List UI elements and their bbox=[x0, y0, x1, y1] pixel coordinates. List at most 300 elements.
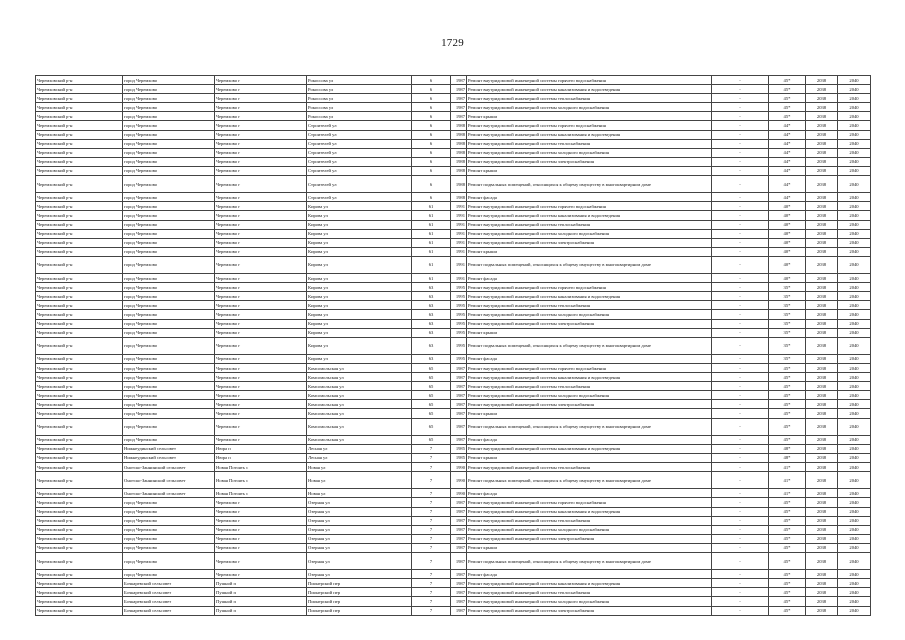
cell-street: Кирова ул bbox=[307, 292, 412, 301]
cell-year: 1990 bbox=[451, 472, 467, 489]
cell-end: 2040 bbox=[838, 274, 871, 283]
cell-house: 65 bbox=[412, 373, 451, 382]
cell-term: 45* bbox=[769, 597, 806, 606]
cell-house: 63 bbox=[412, 354, 451, 363]
cell-work: Ремонт внутридомовой инженерной системы канализования и водоотведения bbox=[467, 507, 712, 516]
table-row bbox=[36, 507, 871, 516]
cell-blank: - bbox=[712, 444, 769, 453]
cell-district: Черемховский р-н bbox=[36, 453, 123, 462]
cell-locality: Черемхово г bbox=[215, 418, 307, 435]
cell-blank: - bbox=[712, 148, 769, 157]
cell-end: 2040 bbox=[838, 525, 871, 534]
cell-blank: - bbox=[712, 382, 769, 391]
cell-end: 2040 bbox=[838, 112, 871, 121]
cell-locality: Черемхово г bbox=[215, 256, 307, 273]
table-row bbox=[36, 121, 871, 130]
cell-house: 63 bbox=[412, 310, 451, 319]
cell-street: Кирова ул bbox=[307, 337, 412, 354]
cell-settlement: город Черемхово bbox=[123, 176, 215, 193]
cell-house: 6 bbox=[412, 85, 451, 94]
cell-settlement: город Черемхово bbox=[123, 256, 215, 273]
cell-house: 6 bbox=[412, 166, 451, 175]
cell-work: Ремонт внутридомовой инженерной системы холодного водоснабжения bbox=[467, 310, 712, 319]
cell-locality: Черемхово г bbox=[215, 337, 307, 354]
cell-locality: Черемхово г bbox=[215, 211, 307, 220]
cell-blank: - bbox=[712, 507, 769, 516]
cell-blank: - bbox=[712, 283, 769, 292]
cell-end: 2040 bbox=[838, 498, 871, 507]
table-row bbox=[36, 283, 871, 292]
cell-year: 1987 bbox=[451, 418, 467, 435]
table-row bbox=[36, 391, 871, 400]
cell-end: 2040 bbox=[838, 103, 871, 112]
cell-settlement: город Черемхово bbox=[123, 319, 215, 328]
cell-blank: - bbox=[712, 166, 769, 175]
cell-term: 35* bbox=[769, 301, 806, 310]
cell-settlement: Бочкаревский сельсовет bbox=[123, 579, 215, 588]
cell-blank: - bbox=[712, 525, 769, 534]
cell-end: 2040 bbox=[838, 328, 871, 337]
cell-start: 2038 bbox=[806, 588, 838, 597]
cell-settlement: город Черемхово bbox=[123, 85, 215, 94]
cell-locality: Черемхово г bbox=[215, 292, 307, 301]
cell-street: Строителей ул bbox=[307, 148, 412, 157]
cell-work: Ремонт внутридомовой инженерной системы горячего водоснабжения bbox=[467, 364, 712, 373]
cell-settlement: город Черемхово bbox=[123, 139, 215, 148]
cell-year: 1991 bbox=[451, 247, 467, 256]
cell-street: Комсомольская ул bbox=[307, 418, 412, 435]
cell-end: 2040 bbox=[838, 534, 871, 543]
cell-work: Ремонт подвальных помещений, относящихся к общему имуществу в многоквартирном доме bbox=[467, 472, 712, 489]
cell-house: 65 bbox=[412, 409, 451, 418]
cell-locality: Черемхово г bbox=[215, 139, 307, 148]
cell-house: 7 bbox=[412, 570, 451, 579]
cell-house: 61 bbox=[412, 211, 451, 220]
cell-blank: - bbox=[712, 354, 769, 363]
cell-house: 63 bbox=[412, 328, 451, 337]
cell-blank: - bbox=[712, 103, 769, 112]
cell-district: Черемховский р-н bbox=[36, 354, 123, 363]
cell-year: 1991 bbox=[451, 220, 467, 229]
cell-blank: - bbox=[712, 534, 769, 543]
table-row bbox=[36, 382, 871, 391]
cell-settlement: город Черемхово bbox=[123, 570, 215, 579]
cell-end: 2040 bbox=[838, 220, 871, 229]
cell-work: Ремонт крыши bbox=[467, 328, 712, 337]
cell-start: 2038 bbox=[806, 409, 838, 418]
cell-street: Комсомольская ул bbox=[307, 373, 412, 382]
cell-house: 7 bbox=[412, 525, 451, 534]
cell-work: Ремонт внутридомовой инженерной системы канализования и водоотведения bbox=[467, 85, 712, 94]
cell-year: 1987 bbox=[451, 588, 467, 597]
cell-settlement: город Черемхово bbox=[123, 525, 215, 534]
cell-locality: Черемхово г bbox=[215, 130, 307, 139]
table-row bbox=[36, 472, 871, 489]
cell-settlement: город Черемхово bbox=[123, 193, 215, 202]
cell-street: Новая ул bbox=[307, 472, 412, 489]
cell-blank: - bbox=[712, 498, 769, 507]
cell-locality: Новая Потоять с bbox=[215, 489, 307, 498]
cell-house: 6 bbox=[412, 94, 451, 103]
cell-district: Черемховский р-н bbox=[36, 337, 123, 354]
cell-locality: Черемхово г bbox=[215, 319, 307, 328]
cell-locality: Черемхово г bbox=[215, 525, 307, 534]
cell-start: 2038 bbox=[806, 400, 838, 409]
cell-end: 2040 bbox=[838, 301, 871, 310]
cell-settlement: город Черемхово bbox=[123, 409, 215, 418]
cell-work: Ремонт внутридомовой инженерной системы холодного водоснабжения bbox=[467, 148, 712, 157]
cell-term: 44* bbox=[769, 157, 806, 166]
cell-settlement: город Черемхово bbox=[123, 337, 215, 354]
table-row bbox=[36, 418, 871, 435]
table-row bbox=[36, 534, 871, 543]
cell-house: 65 bbox=[412, 435, 451, 444]
cell-term: 45* bbox=[769, 588, 806, 597]
cell-house: 61 bbox=[412, 274, 451, 283]
cell-district: Черемховский р-н bbox=[36, 130, 123, 139]
cell-start: 2038 bbox=[806, 130, 838, 139]
cell-district: Черемховский р-н bbox=[36, 400, 123, 409]
cell-work: Ремонт внутридомовой инженерной системы теплоснабжения bbox=[467, 463, 712, 472]
cell-street: Озерная ул bbox=[307, 543, 412, 552]
cell-term: 45* bbox=[769, 112, 806, 121]
cell-start: 2038 bbox=[806, 444, 838, 453]
cell-work: Ремонт внутридомовой инженерной системы горячего водоснабжения bbox=[467, 283, 712, 292]
cell-street: Кирова ул bbox=[307, 256, 412, 273]
cell-start: 2038 bbox=[806, 472, 838, 489]
cell-term: 35* bbox=[769, 354, 806, 363]
cell-year: 1995 bbox=[451, 310, 467, 319]
cell-street: Озерная ул bbox=[307, 570, 412, 579]
cell-settlement: город Черемхово bbox=[123, 157, 215, 166]
cell-year: 1987 bbox=[451, 525, 467, 534]
cell-street: Комсомольская ул bbox=[307, 435, 412, 444]
cell-work: Ремонт фасада bbox=[467, 354, 712, 363]
cell-end: 2040 bbox=[838, 166, 871, 175]
cell-end: 2040 bbox=[838, 391, 871, 400]
cell-street: Кирова ул bbox=[307, 310, 412, 319]
cell-term: 40* bbox=[769, 247, 806, 256]
cell-end: 2040 bbox=[838, 176, 871, 193]
cell-blank: - bbox=[712, 85, 769, 94]
cell-work: Ремонт внутридомовой инженерной системы канализования и водоотведения bbox=[467, 579, 712, 588]
cell-locality: Нюра п bbox=[215, 453, 307, 462]
cell-work: Ремонт фасада bbox=[467, 489, 712, 498]
cell-district: Черемховский р-н bbox=[36, 310, 123, 319]
cell-term: 45* bbox=[769, 382, 806, 391]
table-row bbox=[36, 166, 871, 175]
cell-blank: - bbox=[712, 597, 769, 606]
cell-end: 2040 bbox=[838, 597, 871, 606]
cell-house: 61 bbox=[412, 256, 451, 273]
cell-district: Черемховский р-н bbox=[36, 301, 123, 310]
cell-term: 45* bbox=[769, 516, 806, 525]
cell-year: 1987 bbox=[451, 76, 467, 85]
table-row bbox=[36, 606, 871, 615]
cell-year: 1988 bbox=[451, 148, 467, 157]
cell-work: Ремонт подвальных помещений, относящихся к общему имуществу в многоквартирном доме bbox=[467, 256, 712, 273]
cell-end: 2040 bbox=[838, 588, 871, 597]
cell-start: 2038 bbox=[806, 328, 838, 337]
cell-locality: Черемхово г bbox=[215, 176, 307, 193]
cell-work: Ремонт крыши bbox=[467, 112, 712, 121]
cell-blank: - bbox=[712, 112, 769, 121]
cell-district: Черемховский р-н bbox=[36, 256, 123, 273]
cell-end: 2040 bbox=[838, 148, 871, 157]
cell-year: 1987 bbox=[451, 570, 467, 579]
cell-term: 40* bbox=[769, 256, 806, 273]
cell-district: Черемховский р-н bbox=[36, 472, 123, 489]
cell-year: 1987 bbox=[451, 543, 467, 552]
cell-district: Черемховский р-н bbox=[36, 588, 123, 597]
cell-start: 2038 bbox=[806, 354, 838, 363]
cell-locality: Черемхово г bbox=[215, 121, 307, 130]
cell-work: Ремонт крыши bbox=[467, 166, 712, 175]
cell-end: 2040 bbox=[838, 238, 871, 247]
cell-term: 41* bbox=[769, 489, 806, 498]
cell-work: Ремонт внутридомовой инженерной системы холодного водоснабжения bbox=[467, 525, 712, 534]
cell-end: 2040 bbox=[838, 85, 871, 94]
cell-street: Кирова ул bbox=[307, 354, 412, 363]
cell-work: Ремонт крыши bbox=[467, 453, 712, 462]
cell-house: 63 bbox=[412, 292, 451, 301]
cell-house: 6 bbox=[412, 103, 451, 112]
cell-settlement: город Черемхово bbox=[123, 94, 215, 103]
cell-district: Черемховский р-н bbox=[36, 85, 123, 94]
cell-start: 2038 bbox=[806, 76, 838, 85]
cell-locality: Черемхово г bbox=[215, 247, 307, 256]
cell-blank: - bbox=[712, 274, 769, 283]
cell-end: 2040 bbox=[838, 157, 871, 166]
cell-start: 2038 bbox=[806, 606, 838, 615]
cell-start: 2038 bbox=[806, 525, 838, 534]
table-row bbox=[36, 211, 871, 220]
cell-start: 2038 bbox=[806, 570, 838, 579]
cell-year: 1991 bbox=[451, 256, 467, 273]
cell-house: 63 bbox=[412, 283, 451, 292]
cell-start: 2038 bbox=[806, 319, 838, 328]
cell-start: 2038 bbox=[806, 238, 838, 247]
cell-blank: - bbox=[712, 489, 769, 498]
cell-district: Черемховский р-н bbox=[36, 409, 123, 418]
cell-house: 6 bbox=[412, 148, 451, 157]
cell-street: Строителей ул bbox=[307, 121, 412, 130]
cell-locality: Черемхово г bbox=[215, 570, 307, 579]
cell-term: 40* bbox=[769, 229, 806, 238]
cell-locality: Черемхово г bbox=[215, 283, 307, 292]
cell-district: Черемховский р-н bbox=[36, 498, 123, 507]
cell-street: Кирова ул bbox=[307, 283, 412, 292]
cell-start: 2038 bbox=[806, 373, 838, 382]
table-row bbox=[36, 400, 871, 409]
cell-year: 1988 bbox=[451, 121, 467, 130]
table-row bbox=[36, 139, 871, 148]
cell-term: 44* bbox=[769, 193, 806, 202]
cell-street: Пионерский пер bbox=[307, 606, 412, 615]
cell-start: 2038 bbox=[806, 301, 838, 310]
cell-start: 2038 bbox=[806, 507, 838, 516]
cell-settlement: город Черемхово bbox=[123, 121, 215, 130]
cell-locality: Черемхово г bbox=[215, 202, 307, 211]
table-row bbox=[36, 373, 871, 382]
cell-locality: Черемхово г bbox=[215, 76, 307, 85]
cell-end: 2040 bbox=[838, 552, 871, 569]
cell-district: Черемховский р-н bbox=[36, 543, 123, 552]
cell-district: Черемховский р-н bbox=[36, 94, 123, 103]
cell-settlement: Нижнеудинский сельсовет bbox=[123, 444, 215, 453]
cell-settlement: Бочкаревский сельсовет bbox=[123, 597, 215, 606]
table-row bbox=[36, 489, 871, 498]
cell-house: 61 bbox=[412, 229, 451, 238]
cell-settlement: город Черемхово bbox=[123, 435, 215, 444]
cell-house: 61 bbox=[412, 202, 451, 211]
cell-year: 1987 bbox=[451, 579, 467, 588]
cell-settlement: Онотско-Заннинский сельсовет bbox=[123, 463, 215, 472]
cell-locality: Пушной п bbox=[215, 579, 307, 588]
cell-district: Черемховский р-н bbox=[36, 202, 123, 211]
cell-blank: - bbox=[712, 400, 769, 409]
cell-year: 1987 bbox=[451, 382, 467, 391]
cell-end: 2040 bbox=[838, 489, 871, 498]
cell-house: 61 bbox=[412, 238, 451, 247]
cell-settlement: Бочкаревский сельсовет bbox=[123, 588, 215, 597]
table-row bbox=[36, 319, 871, 328]
cell-settlement: Онотско-Заннинский сельсовет bbox=[123, 472, 215, 489]
table-row bbox=[36, 238, 871, 247]
cell-locality: Черемхово г bbox=[215, 373, 307, 382]
cell-term: 40* bbox=[769, 211, 806, 220]
cell-district: Черемховский р-н bbox=[36, 247, 123, 256]
cell-settlement: город Черемхово bbox=[123, 310, 215, 319]
cell-end: 2040 bbox=[838, 400, 871, 409]
cell-year: 1995 bbox=[451, 337, 467, 354]
cell-year: 1995 bbox=[451, 283, 467, 292]
cell-year: 1987 bbox=[451, 400, 467, 409]
table-row bbox=[36, 525, 871, 534]
cell-term: 44* bbox=[769, 130, 806, 139]
cell-district: Черемховский р-н bbox=[36, 579, 123, 588]
cell-work: Ремонт крыши bbox=[467, 247, 712, 256]
table-row bbox=[36, 409, 871, 418]
cell-work: Ремонт внутридомовой инженерной системы электроснабжения bbox=[467, 238, 712, 247]
cell-blank: - bbox=[712, 94, 769, 103]
cell-work: Ремонт внутридомовой инженерной системы горячего водоснабжения bbox=[467, 202, 712, 211]
cell-settlement: город Черемхово bbox=[123, 516, 215, 525]
cell-end: 2040 bbox=[838, 516, 871, 525]
cell-street: Рокоссова ул bbox=[307, 85, 412, 94]
cell-year: 1995 bbox=[451, 354, 467, 363]
cell-settlement: город Черемхово bbox=[123, 292, 215, 301]
cell-settlement: Онотско-Заннинский сельсовет bbox=[123, 489, 215, 498]
cell-blank: - bbox=[712, 543, 769, 552]
cell-house: 7 bbox=[412, 606, 451, 615]
cell-end: 2040 bbox=[838, 570, 871, 579]
cell-year: 1987 bbox=[451, 435, 467, 444]
cell-start: 2038 bbox=[806, 534, 838, 543]
table-row bbox=[36, 310, 871, 319]
cell-house: 6 bbox=[412, 157, 451, 166]
cell-start: 2038 bbox=[806, 157, 838, 166]
cell-start: 2038 bbox=[806, 579, 838, 588]
cell-blank: - bbox=[712, 202, 769, 211]
cell-year: 1991 bbox=[451, 274, 467, 283]
cell-house: 6 bbox=[412, 112, 451, 121]
cell-blank: - bbox=[712, 373, 769, 382]
cell-house: 7 bbox=[412, 543, 451, 552]
cell-locality: Черемхово г bbox=[215, 507, 307, 516]
cell-settlement: город Черемхово bbox=[123, 552, 215, 569]
cell-street: Комсомольская ул bbox=[307, 382, 412, 391]
cell-start: 2038 bbox=[806, 202, 838, 211]
table-body bbox=[36, 76, 871, 616]
table-row bbox=[36, 444, 871, 453]
cell-term: 45* bbox=[769, 552, 806, 569]
cell-house: 7 bbox=[412, 472, 451, 489]
table-row bbox=[36, 193, 871, 202]
cell-house: 65 bbox=[412, 364, 451, 373]
cell-start: 2038 bbox=[806, 112, 838, 121]
cell-term: 45* bbox=[769, 498, 806, 507]
cell-end: 2040 bbox=[838, 409, 871, 418]
cell-end: 2040 bbox=[838, 94, 871, 103]
cell-district: Черемховский р-н bbox=[36, 444, 123, 453]
cell-blank: - bbox=[712, 238, 769, 247]
cell-locality: Черемхово г bbox=[215, 229, 307, 238]
cell-house: 63 bbox=[412, 319, 451, 328]
cell-end: 2040 bbox=[838, 435, 871, 444]
cell-street: Комсомольская ул bbox=[307, 409, 412, 418]
table-row bbox=[36, 435, 871, 444]
cell-street: Строителей ул bbox=[307, 139, 412, 148]
cell-end: 2040 bbox=[838, 247, 871, 256]
cell-year: 1988 bbox=[451, 130, 467, 139]
cell-end: 2040 bbox=[838, 139, 871, 148]
table-row bbox=[36, 588, 871, 597]
cell-settlement: город Черемхово bbox=[123, 507, 215, 516]
cell-end: 2040 bbox=[838, 193, 871, 202]
cell-end: 2040 bbox=[838, 364, 871, 373]
table-row bbox=[36, 579, 871, 588]
cell-year: 1987 bbox=[451, 85, 467, 94]
cell-street: Рокоссова ул bbox=[307, 76, 412, 85]
cell-house: 7 bbox=[412, 444, 451, 453]
cell-street: Рокоссова ул bbox=[307, 103, 412, 112]
cell-term: 44* bbox=[769, 139, 806, 148]
cell-house: 6 bbox=[412, 130, 451, 139]
table-row bbox=[36, 229, 871, 238]
cell-blank: - bbox=[712, 130, 769, 139]
cell-house: 63 bbox=[412, 337, 451, 354]
cell-settlement: город Черемхово bbox=[123, 76, 215, 85]
cell-locality: Черемхово г bbox=[215, 301, 307, 310]
cell-start: 2038 bbox=[806, 103, 838, 112]
cell-district: Черемховский р-н bbox=[36, 373, 123, 382]
cell-settlement: город Черемхово bbox=[123, 238, 215, 247]
cell-term: 45* bbox=[769, 435, 806, 444]
cell-blank: - bbox=[712, 552, 769, 569]
cell-blank: - bbox=[712, 435, 769, 444]
cell-district: Черемховский р-н bbox=[36, 76, 123, 85]
cell-start: 2038 bbox=[806, 516, 838, 525]
cell-locality: Черемхово г bbox=[215, 112, 307, 121]
cell-street: Кирова ул bbox=[307, 319, 412, 328]
cell-locality: Черемхово г bbox=[215, 354, 307, 363]
cell-start: 2038 bbox=[806, 148, 838, 157]
table-row bbox=[36, 176, 871, 193]
cell-end: 2040 bbox=[838, 579, 871, 588]
cell-house: 7 bbox=[412, 597, 451, 606]
table-row bbox=[36, 112, 871, 121]
